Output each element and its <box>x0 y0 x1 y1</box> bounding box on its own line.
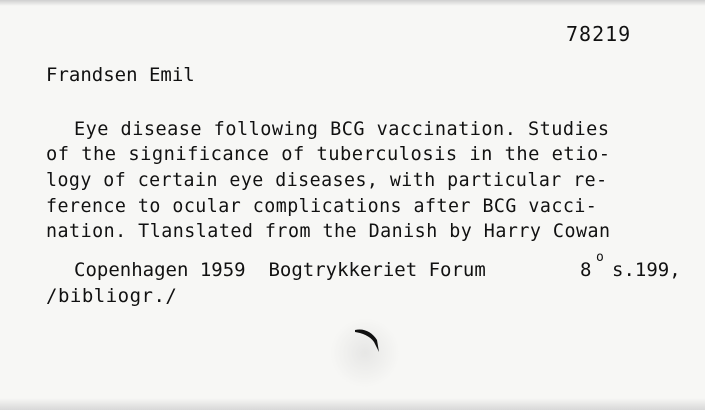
title-line-3: logy of certain eye diseases, with particular re- <box>46 169 608 191</box>
catalog-number: 78219 <box>566 22 632 46</box>
imprint-format-number: 8 <box>580 259 592 281</box>
title-line-1: Eye disease following BCG vaccination. Studies <box>74 118 610 140</box>
imprint-place-year-publisher: Copenhagen 1959 Bogtrykkeriet Forum <box>74 259 486 281</box>
punch-mark-icon <box>352 322 386 358</box>
imprint-format-superscript: o <box>596 250 604 265</box>
card-top-edge <box>0 0 705 6</box>
imprint-format-pages: s.199, <box>612 259 681 281</box>
title-line-5: nation. Tlanslated from the Danish by Harry Cowan <box>46 220 611 242</box>
card-bottom-edge <box>0 398 705 410</box>
title-line-4: ference to ocular complications after BCG vacci- <box>46 195 598 217</box>
author-name: Frandsen Emil <box>46 64 195 86</box>
bibliography-note: /bibliogr./ <box>46 285 178 307</box>
title-line-2: of the significance of tuberculosis in the etio- <box>46 143 611 165</box>
